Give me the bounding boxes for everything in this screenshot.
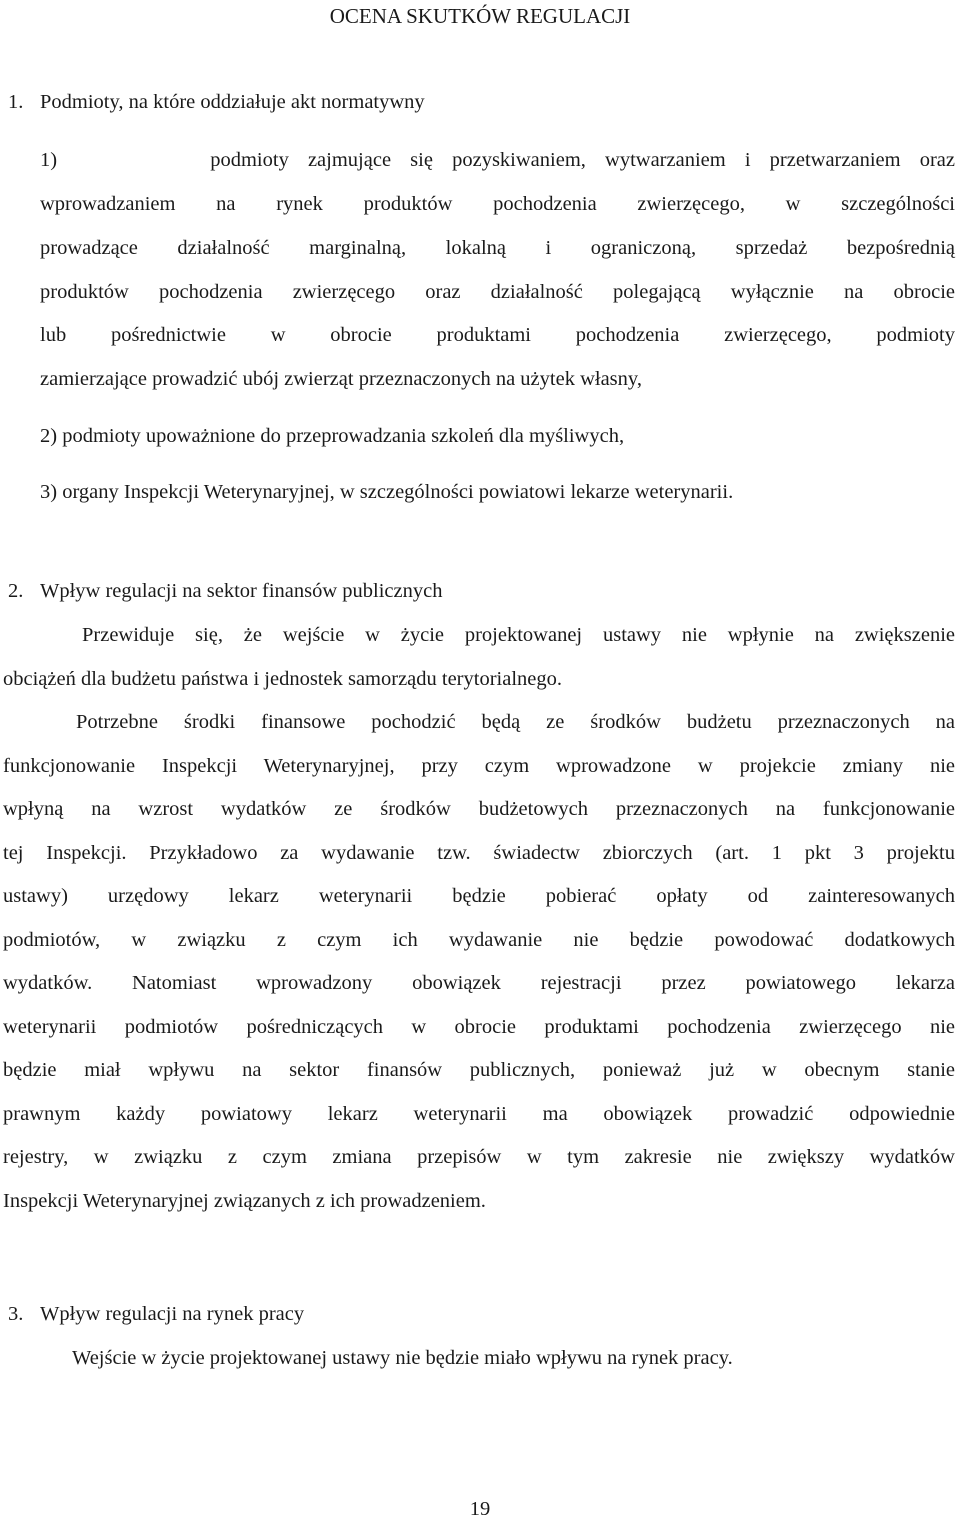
section-3-heading (8, 1303, 304, 1326)
item-1-line: lub pośrednictwie w obrocie produktami pochodzenia zwierzęcego, podmioty (40, 324, 955, 346)
section-2-heading-text: Wpływ regulacji na sektor finansów publicznych (40, 580, 443, 602)
item-1-line: zamierzające prowadzić ubój zwierząt przeznaczonych na użytek własny, (40, 368, 642, 390)
section-3-paragraph: Wejście w życie projektowanej ustawy nie będzie miało wpływu na rynek pracy. (72, 1347, 733, 1369)
paragraph-1-line: obciążeń dla budżetu państwa i jednostek samorządu terytorialnego. (3, 668, 562, 690)
item-2: 2) podmioty upoważnione do przeprowadzania szkoleń dla myśliwych, (40, 425, 625, 447)
document-title: OCENA SKUTKÓW REGULACJI (329, 4, 631, 28)
page-number: 19 (469, 1498, 491, 1520)
section-1-heading (8, 91, 425, 114)
section-1-heading-text: Podmioty, na które oddziałuje akt normatywny (40, 91, 425, 113)
paragraph-2-line: Inspekcji Weterynaryjnej związanych z ich prowadzeniem. (3, 1190, 486, 1212)
paragraph-2-line: Potrzebne środki finansowe pochodzić będą ze środków budżetu przeznaczonych na (76, 711, 955, 733)
paragraph-1-line: Przewiduje się, że wejście w życie projektowanej ustawy nie wpłynie na zwiększenie (82, 624, 955, 646)
paragraph-2-line: weterynarii podmiotów pośredniczących w obrocie produktami pochodzenia zwierzęcego nie (3, 1016, 955, 1038)
item-1-line: prowadzące działalność marginalną, lokalną i ograniczoną, sprzedaż bezpośrednią (40, 237, 955, 259)
section-2-number: 2. (8, 580, 24, 602)
section-1-number: 1. (8, 91, 24, 113)
paragraph-2-line: rejestry, w związku z czym zmiana przepisów w tym zakresie nie zwiększy wydatków (3, 1146, 955, 1168)
paragraph-2-line: będzie miał wpływu na sektor finansów publicznych, ponieważ już w obecnym stanie (3, 1059, 955, 1081)
section-2-heading (8, 580, 442, 603)
paragraph-2-line: tej Inspekcji. Przykładowo za wydawanie tzw. świadectw zbiorczych (art. 1 pkt 3 projektu (3, 842, 955, 864)
paragraph-2-line: ustawy) urzędowy lekarz weterynarii będzie pobierać opłaty od zainteresowanych (3, 885, 955, 907)
paragraph-2-line: funkcjonowanie Inspekcji Weterynaryjnej, przy czym wprowadzone w projekcie zmiany nie (3, 755, 955, 777)
item-1-line: produktów pochodzenia zwierzęcego oraz działalność polegającą wyłącznie na obrocie (40, 281, 955, 303)
item-1-line: wprowadzaniem na rynek produktów pochodzenia zwierzęcego, w szczególności (40, 193, 955, 215)
paragraph-2-line: podmiotów, w związku z czym ich wydawanie nie będzie powodować dodatkowych (3, 929, 955, 951)
item-3: 3) organy Inspekcji Weterynaryjnej, w szczególności powiatowi lekarze weterynarii. (40, 481, 734, 503)
paragraph-2-line: wydatków. Natomiast wprowadzony obowiązek rejestracji przez powiatowego lekarza (3, 972, 955, 994)
paragraph-2-line: wpłyną na wzrost wydatków ze środków budżetowych przeznaczonych na funkcjonowanie (3, 798, 955, 820)
paragraph-2-line: prawnym każdy powiatowy lekarz weterynarii ma obowiązek prowadzić odpowiednie (3, 1103, 955, 1125)
section-3-number: 3. (8, 1303, 24, 1325)
section-3-heading-text: Wpływ regulacji na rynek pracy (40, 1303, 305, 1325)
item-1-line: 1) podmioty zajmujące się pozyskiwaniem, wytwarzaniem i przetwarzaniem oraz (40, 149, 955, 171)
